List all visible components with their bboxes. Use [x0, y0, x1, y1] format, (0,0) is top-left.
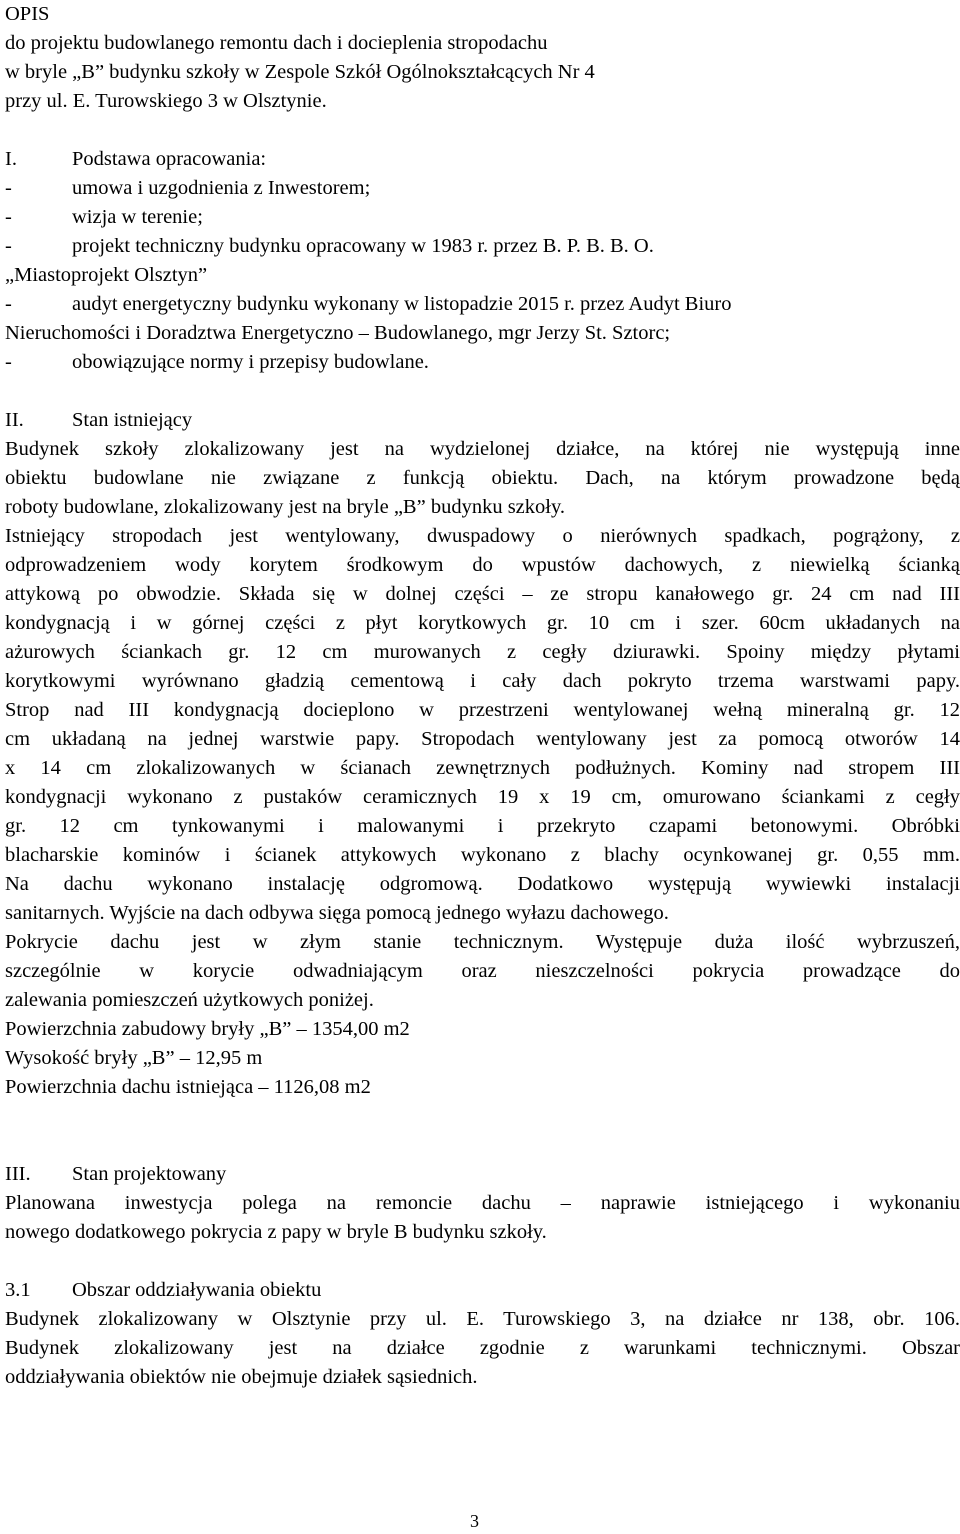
list-dash: -	[5, 351, 12, 373]
list-item-continuation: Nieruchomości i Doradztwa Energetyczno – Budowlanego, mgr Jerzy St. Sztorc;	[5, 322, 671, 344]
section-3-1-title: Obszar oddziaływania obiektu	[72, 1279, 322, 1301]
section-1-heading	[5, 145, 960, 174]
section-3-1-number: 3.1	[5, 1279, 31, 1301]
paragraph-line: Budynek zlokalizowany jest na działce zgodnie z warunkami technicznymi. Obszar	[5, 1337, 960, 1359]
list-item	[5, 232, 960, 261]
paragraph-line: roboty budowlane, zlokalizowany jest na bryle „B” budynku szkoły.	[5, 496, 566, 518]
paragraph-line: sanitarnych. Wyjście na dach odbywa sięga pomocą jednego wyłazu dachowego.	[5, 902, 669, 924]
paragraph-line: obiektu budowlane nie związane z funkcją obiektu. Dach, na którym prowadzone będą	[5, 467, 960, 489]
paragraph-line: Budynek zlokalizowany w Olsztynie przy ul. E. Turowskiego 3, na działce nr 138, obr. 106.	[5, 1308, 960, 1330]
paragraph-line: cm układaną na jednej warstwie papy. Stropodach wentylowany jest za pomocą otworów 14	[5, 728, 960, 750]
subtitle-line-1: do projektu budowlanego remontu dach i docieplenia stropodachu	[5, 32, 548, 54]
section-2-heading	[5, 406, 960, 435]
list-item	[5, 203, 960, 232]
section-3-number: III.	[5, 1163, 31, 1185]
page-number: 3	[470, 1511, 479, 1531]
section-2-number: II.	[5, 409, 24, 431]
area-built-line: Powierzchnia zabudowy bryły „B” – 1354,00 m2	[5, 1018, 410, 1040]
list-item	[5, 348, 960, 377]
paragraph-line: nowego dodatkowego pokrycia z papy w bryle B budynku szkoły.	[5, 1221, 547, 1243]
document-title: OPIS	[5, 3, 50, 25]
paragraph-line: Na dachu wykonano instalację odgromową. Dodatkowo występują wywiewki instalacji	[5, 873, 960, 895]
list-item-continuation: „Miastoprojekt Olsztyn”	[5, 264, 208, 286]
paragraph-line: Pokrycie dachu jest w złym stanie technicznym. Występuje duża ilość wybrzuszeń,	[5, 931, 960, 953]
list-item	[5, 174, 960, 203]
paragraph-line: Planowana inwestycja polega na remoncie dachu – naprawie istniejącego i wykonaniu	[5, 1192, 960, 1214]
list-dash: -	[5, 293, 12, 315]
paragraph-line: ażurowych ściankach gr. 12 cm murowanych z cegły dziurawki. Spoiny między płytami	[5, 641, 960, 663]
paragraph-line: kondygnacją i w górnej części z płyt korytkowych gr. 10 cm i szer. 60cm układanych na	[5, 612, 960, 634]
section-3-title: Stan projektowany	[72, 1163, 227, 1185]
list-item-text: wizja w terenie;	[72, 206, 203, 228]
height-line: Wysokość bryły „B” – 12,95 m	[5, 1047, 263, 1069]
paragraph-line: Budynek szkoły zlokalizowany jest na wydzielonej działce, na której nie występują inne	[5, 438, 960, 460]
list-item-text: obowiązujące normy i przepisy budowlane.	[72, 351, 429, 373]
paragraph-line: oddziaływania obiektów nie obejmuje działek sąsiednich.	[5, 1366, 478, 1388]
section-3-heading	[5, 1160, 960, 1189]
paragraph-line: gr. 12 cm tynkowanymi i malowanymi i przekryto czapami betonowymi. Obróbki	[5, 815, 960, 837]
paragraph-line: blacharskie kominów i ścianek attykowych wykonano z blachy ocynkowanej gr. 0,55 mm.	[5, 844, 960, 866]
paragraph-line: odprowadzeniem wody korytem środkowym do wpustów dachowych, z niewielką ścianką	[5, 554, 960, 576]
paragraph-line: attykową po obwodzie. Składa się w dolnej części – ze stropu kanałowego gr. 24 cm nad III	[5, 583, 960, 605]
list-item	[5, 290, 960, 319]
list-item-text: projekt techniczny budynku opracowany w 1983 r. przez B. P. B. B. O.	[72, 235, 654, 257]
paragraph-line: x 14 cm zlokalizowanych w ścianach zewnętrznych podłużnych. Kominy nad stropem III	[5, 757, 960, 779]
section-1-number: I.	[5, 148, 17, 170]
section-1-title: Podstawa opracowania:	[72, 148, 267, 170]
subtitle-line-2: w bryle „B” budynku szkoły w Zespole Szkół Ogólnokształcących Nr 4	[5, 61, 595, 83]
paragraph-line: kondygnacji wykonano z pustaków ceramicznych 19 x 19 cm, omurowano ściankami z cegły	[5, 786, 960, 808]
section-3-1-heading	[5, 1276, 960, 1305]
paragraph-line: Istniejący stropodach jest wentylowany, dwuspadowy o nierównych spadkach, pogrążony, z	[5, 525, 960, 547]
list-item-text: umowa i uzgodnienia z Inwestorem;	[72, 177, 371, 199]
list-dash: -	[5, 206, 12, 228]
paragraph-line: korytkowymi wyrównano gładzią cementową i cały dach pokryto trzema warstwami papy.	[5, 670, 960, 692]
list-dash: -	[5, 235, 12, 257]
list-dash: -	[5, 177, 12, 199]
roof-area-line: Powierzchnia dachu istniejąca – 1126,08 m2	[5, 1076, 371, 1098]
section-2-title: Stan istniejący	[72, 409, 193, 431]
paragraph-line: Strop nad III kondygnacją docieplono w przestrzeni wentylowanej wełną mineralną gr. 12	[5, 699, 960, 721]
paragraph-line: szczególnie w korycie odwadniającym oraz nieszczelności pokrycia prowadzące do	[5, 960, 960, 982]
list-item-text: audyt energetyczny budynku wykonany w listopadzie 2015 r. przez Audyt Biuro	[72, 293, 732, 315]
paragraph-line: zalewania pomieszczeń użytkowych poniżej.	[5, 989, 374, 1011]
subtitle-line-3: przy ul. E. Turowskiego 3 w Olsztynie.	[5, 90, 327, 112]
